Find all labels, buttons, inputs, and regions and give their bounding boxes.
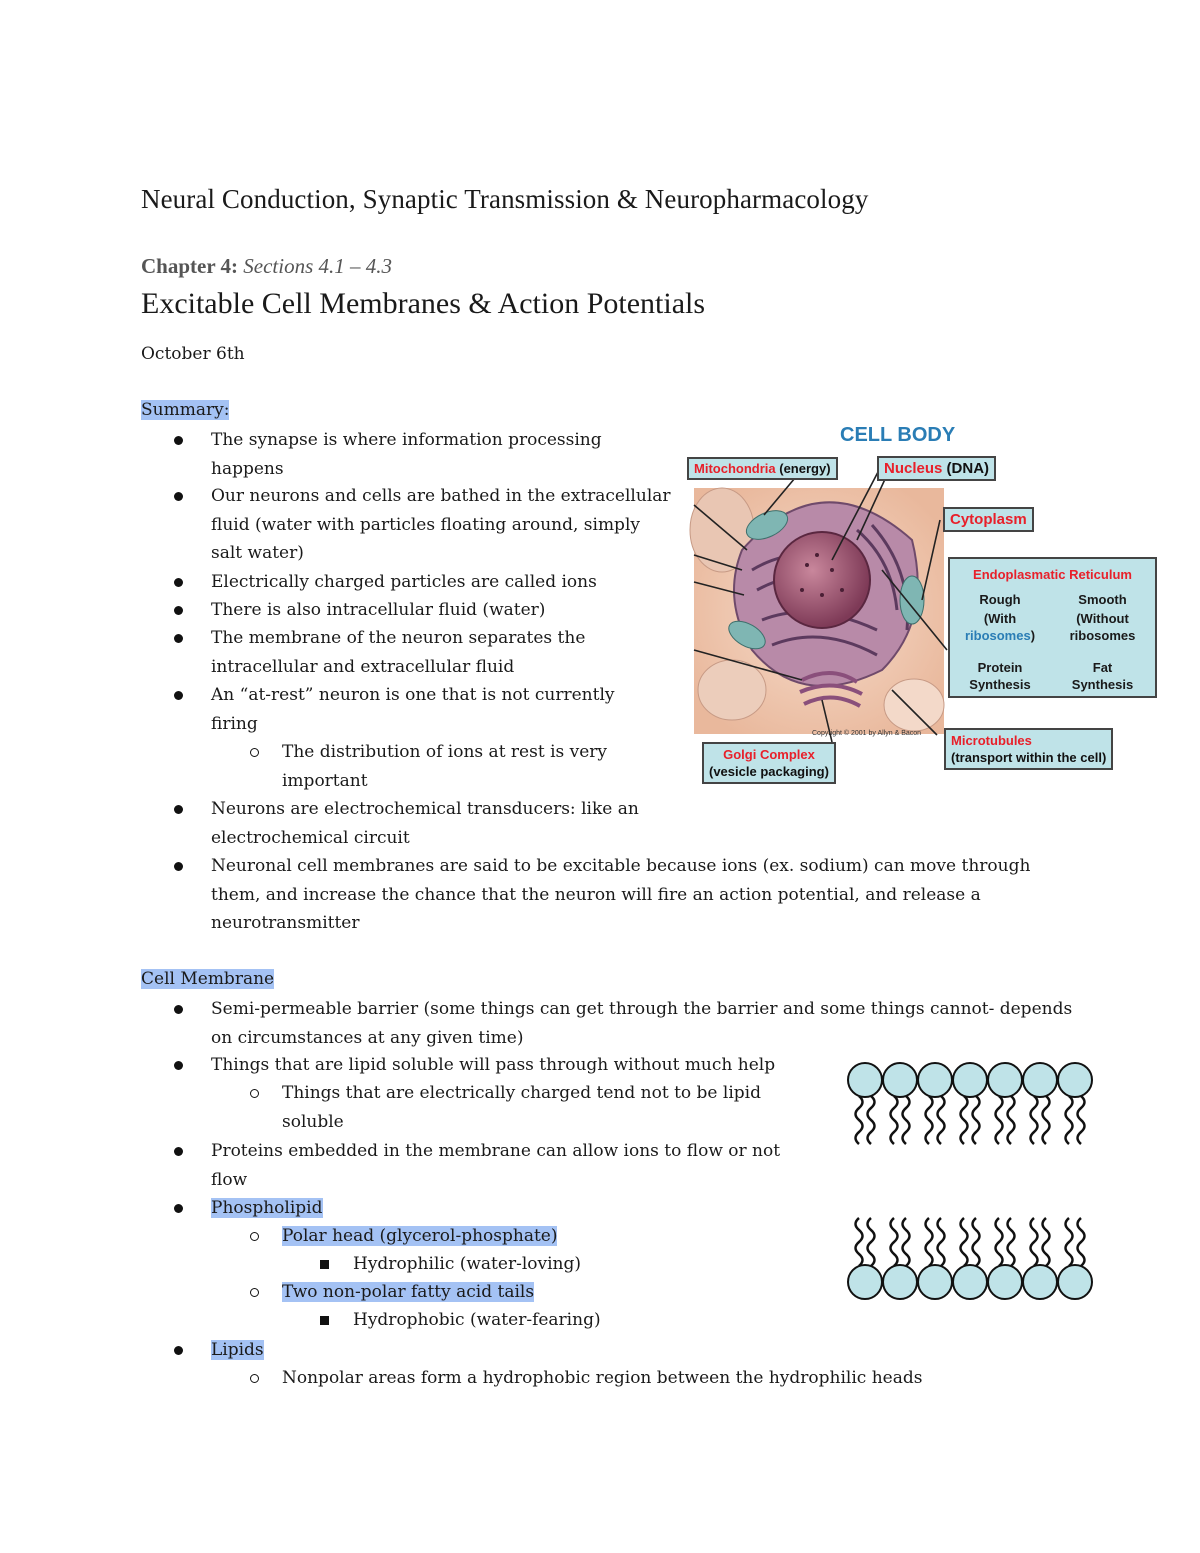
chapter-label: Chapter 4:	[141, 254, 239, 278]
bullet-dot	[174, 1204, 183, 1213]
nucleus-label	[877, 456, 996, 481]
polar-head	[848, 1063, 882, 1097]
polar-head	[1023, 1063, 1057, 1097]
summary-item: The synapse is where information processing happens	[211, 430, 602, 479]
summary-item: Neurons are electrochemical transducers: like an electrochemical circuit	[211, 799, 639, 848]
fatty-acid-tail	[926, 1096, 933, 1144]
membrane-item	[211, 1336, 264, 1365]
summary-subitem: The distribution of ions at rest is very important	[282, 742, 608, 791]
golgi-label	[702, 742, 836, 784]
polar-head-text: Polar head (glycerol-phosphate)	[282, 1226, 558, 1246]
lipids-text: Lipids	[211, 1340, 264, 1360]
bullet-square	[320, 1260, 329, 1269]
cell-body-figure	[682, 420, 1160, 790]
bullet-dot	[174, 1061, 183, 1070]
membrane-subitem: Things that are electrically charged tend not to be lipid soluble	[282, 1083, 761, 1132]
fatty-acid-tail	[996, 1218, 1003, 1266]
chapter-line	[141, 254, 392, 279]
er-box	[948, 557, 1157, 698]
rough-label: Rough	[979, 592, 1021, 607]
polar-head	[988, 1063, 1022, 1097]
protein-label: Protein	[977, 660, 1023, 675]
polar-head	[883, 1063, 917, 1097]
fatty-acid-tail	[1043, 1218, 1050, 1266]
membrane-item: Semi-permeable barrier (some things can get through the barrier and some things cannot- depends on circumstances at any given time)	[211, 999, 1073, 1048]
polar-head	[953, 1063, 987, 1097]
bullet-dot	[174, 606, 183, 615]
mito-note: (energy)	[779, 461, 831, 476]
smooth-without: (Without	[1076, 611, 1129, 626]
fatty-acid-tail	[1008, 1218, 1015, 1266]
fatty-acid-tail	[996, 1096, 1003, 1144]
bilayer-group	[848, 1063, 1092, 1299]
summary-label-text: Summary:	[141, 400, 230, 420]
fatty-acid-tail	[903, 1218, 910, 1266]
bullet-ring	[250, 1232, 259, 1241]
chapter-sections: Sections 4.1 – 4.3	[243, 254, 393, 278]
membrane-item: Things that are lipid soluble will pass through without much help	[211, 1055, 776, 1075]
bullet-dot	[174, 1147, 183, 1156]
bullet-dot	[174, 578, 183, 587]
fatty-acid-tail	[1078, 1218, 1085, 1266]
bullet-ring	[250, 1374, 259, 1383]
fatty-acid-tail	[856, 1096, 863, 1144]
summary-item: There is also intracellular fluid (water)	[211, 600, 546, 620]
fat-label: Fat	[1092, 660, 1113, 675]
smooth-ribosomes: ribosomes	[1069, 628, 1136, 643]
microtubules-label	[944, 728, 1113, 770]
summary-item: Electrically charged particles are called ions	[211, 572, 597, 592]
fatty-acid-tail	[891, 1218, 898, 1266]
micro-name: Microtubules	[951, 733, 1032, 748]
polar-head	[1058, 1265, 1092, 1299]
polar-head	[918, 1265, 952, 1299]
phospholipid-bilayer-figure	[840, 1058, 1130, 1308]
membrane-item	[211, 1194, 323, 1223]
fatty-acid-tail	[973, 1096, 980, 1144]
bullet-ring	[250, 748, 259, 757]
summary-item: The membrane of the neuron separates the intracellular and extracellular fluid	[211, 628, 586, 677]
bullet-dot	[174, 862, 183, 871]
polar-head	[1058, 1063, 1092, 1097]
date-line: October 6th	[141, 344, 245, 364]
bullet-ring	[250, 1089, 259, 1098]
protein-synthesis: Synthesis	[969, 677, 1031, 692]
summary-item: An “at-rest” neuron is one that is not currently firing	[211, 685, 615, 734]
micro-note: (transport within the cell)	[951, 750, 1107, 765]
bullet-ring	[250, 1288, 259, 1297]
fat-synthesis: Synthesis	[1071, 677, 1134, 692]
fatty-acid-tail	[903, 1096, 910, 1144]
polar-head	[988, 1265, 1022, 1299]
rough-ribo-text: ribosomes	[964, 628, 1031, 643]
rough-with: (With	[983, 611, 1017, 626]
fatty-acid-tail	[868, 1218, 875, 1266]
mito-name: Mitochondria	[694, 461, 776, 476]
membrane-subsubitem: Hydrophobic (water-fearing)	[353, 1310, 601, 1330]
polar-head	[883, 1265, 917, 1299]
mitochondria-label	[687, 457, 838, 480]
fatty-acid-tail	[1066, 1218, 1073, 1266]
fatty-acid-tail	[938, 1096, 945, 1144]
rough-ribosomes	[955, 627, 1045, 644]
golgi-name: Golgi Complex	[723, 747, 815, 762]
fatty-acid-tail	[961, 1218, 968, 1266]
smooth-label: Smooth	[1078, 592, 1127, 607]
fatty-acid-tail	[868, 1096, 875, 1144]
bullet-dot	[174, 436, 183, 445]
membrane-subitem: Nonpolar areas form a hydrophobic region between the hydrophilic heads	[282, 1368, 923, 1388]
fatty-tails-text: Two non-polar fatty acid tails	[282, 1282, 535, 1302]
document-title: Neural Conduction, Synaptic Transmission & Neuropharmacology	[141, 184, 869, 214]
bullet-dot	[174, 1346, 183, 1355]
fatty-acid-tail	[926, 1218, 933, 1266]
membrane-label-text: Cell Membrane	[141, 969, 275, 989]
summary-item: Neuronal cell membranes are said to be excitable because ions (ex. sodium) can move through them, and increase the chance that the neuron will fire an action potential, and release a neurotransmitter	[211, 856, 1031, 933]
fatty-acid-tail	[973, 1218, 980, 1266]
fatty-acid-tail	[1031, 1218, 1038, 1266]
cytoplasm-label: Cytoplasm	[943, 507, 1034, 532]
fatty-acid-tail	[961, 1096, 968, 1144]
fatty-acid-tail	[856, 1218, 863, 1266]
fatty-acid-tail	[938, 1218, 945, 1266]
polar-head	[953, 1265, 987, 1299]
membrane-subsubitem: Hydrophilic (water-loving)	[353, 1254, 581, 1274]
fatty-acid-tail	[1066, 1096, 1073, 1144]
nucleus-note: (DNA)	[946, 460, 990, 477]
summary-label	[141, 400, 229, 420]
membrane-subitem	[282, 1222, 557, 1251]
membrane-item: Proteins embedded in the membrane can allow ions to flow or not flow	[211, 1141, 781, 1190]
bullet-dot	[174, 1005, 183, 1014]
bullet-square	[320, 1316, 329, 1325]
polar-head	[1023, 1265, 1057, 1299]
fatty-acid-tail	[891, 1096, 898, 1144]
polar-head	[848, 1265, 882, 1299]
nucleus-name: Nucleus	[884, 460, 943, 477]
fatty-acid-tail	[1008, 1096, 1015, 1144]
fatty-acid-tail	[1043, 1096, 1050, 1144]
bullet-dot	[174, 492, 183, 501]
polar-head	[918, 1063, 952, 1097]
phospholipid-text: Phospholipid	[211, 1198, 323, 1218]
bullet-dot	[174, 634, 183, 643]
golgi-note: (vesicle packaging)	[709, 764, 829, 779]
bullet-dot	[174, 691, 183, 700]
section-heading: Excitable Cell Membranes & Action Potentials	[141, 287, 706, 320]
membrane-label	[141, 969, 274, 989]
membrane-subitem	[282, 1278, 534, 1307]
cell-body-title: CELL BODY	[840, 424, 956, 446]
copyright-text: Copyright © 2001 by Allyn & Bacon	[812, 730, 922, 737]
summary-item: Our neurons and cells are bathed in the extracellular fluid (water with particles floating around, simply salt water)	[211, 486, 671, 563]
rough-close: )	[1030, 628, 1036, 643]
fatty-acid-tail	[1078, 1096, 1085, 1144]
er-title: Endoplasmatic Reticulum	[973, 567, 1132, 582]
bullet-dot	[174, 805, 183, 814]
fatty-acid-tail	[1031, 1096, 1038, 1144]
